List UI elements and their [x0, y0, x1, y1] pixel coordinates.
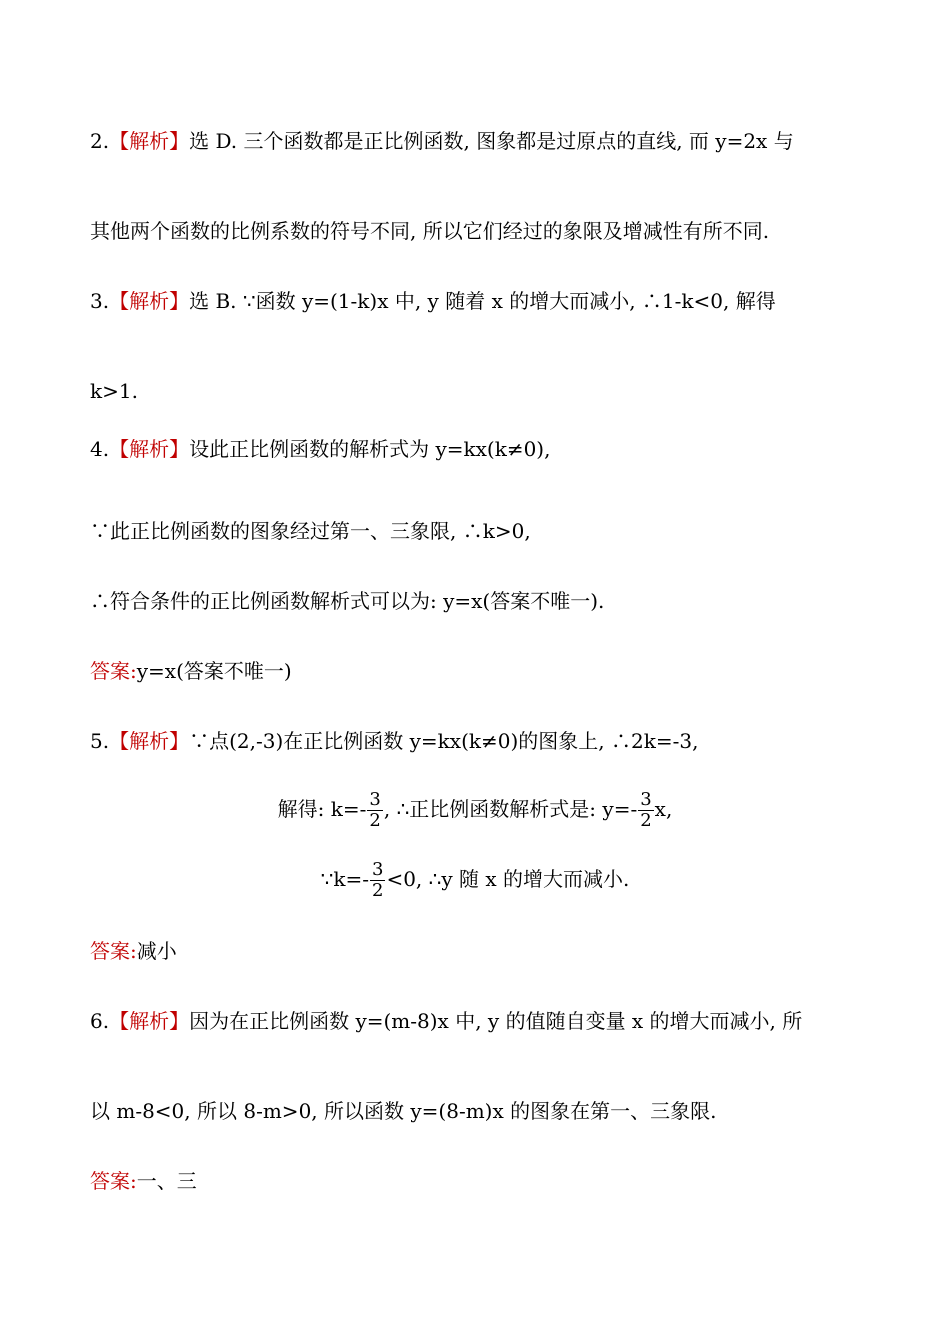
- q6-answer-label: 答案:: [90, 1169, 137, 1193]
- q5-answer: [90, 936, 858, 966]
- q5-line3: [0, 860, 950, 901]
- q4-line3: [90, 586, 858, 616]
- q2-text-2: 其他两个函数的比例系数的符号不同, 所以它们经过的象限及增减性有所不同.: [90, 219, 770, 243]
- q6-analysis-tag: 【解析】: [109, 1009, 190, 1033]
- q4-analysis-tag: 【解析】: [109, 437, 190, 461]
- q5-text-2a: 解得: k=-: [277, 797, 367, 821]
- q5-fraction-1-num: 3: [369, 789, 381, 810]
- q5-answer-value: 减小: [136, 939, 177, 963]
- q6-text-1: 因为在正比例函数 y=(m-8)x 中, y 的值随自变量 x 的增大而减小, 所: [189, 1009, 803, 1033]
- q2-text-1: 选 D. 三个函数都是正比例函数, 图象都是过原点的直线, 而 y=2x 与: [189, 129, 794, 153]
- q6-line2: [90, 1096, 858, 1126]
- q2-number: 2.: [90, 129, 110, 153]
- q4-answer: [90, 656, 858, 686]
- q5-fraction-3: [370, 860, 385, 901]
- q6-line1: [90, 1006, 858, 1036]
- q5-text-3a: ∵k=-: [320, 867, 369, 891]
- q4-answer-value: y=x(答案不唯一): [136, 659, 292, 683]
- q5-number: 5.: [90, 729, 110, 753]
- q3-line2: [90, 376, 858, 406]
- q4-line2: [90, 516, 858, 546]
- q5-analysis-tag: 【解析】: [109, 729, 190, 753]
- q3-text-1: 选 B. ∵函数 y=(1-k)x 中, y 随着 x 的增大而减小, ∴1-k<0, 解得: [189, 289, 776, 313]
- q4-line1: [90, 434, 858, 464]
- q5-text-2c: x,: [654, 797, 673, 821]
- q5-text-3b: <0, ∴y 随 x 的增大而减小.: [386, 867, 630, 891]
- q5-line1: [90, 726, 858, 756]
- q4-number: 4.: [90, 437, 110, 461]
- q5-answer-label: 答案:: [90, 939, 137, 963]
- q5-fraction-2-den: 2: [640, 810, 652, 831]
- q5-text-2b: , ∴正比例函数解析式是: y=-: [383, 797, 638, 821]
- q4-text-1: 设此正比例函数的解析式为 y=kx(k≠0),: [189, 437, 551, 461]
- q3-number: 3.: [90, 289, 110, 313]
- q5-fraction-2-num: 3: [640, 789, 652, 810]
- q3-line1: [90, 286, 858, 316]
- q5-line2: [0, 790, 950, 831]
- q2-line2: [90, 216, 858, 246]
- q3-analysis-tag: 【解析】: [109, 289, 190, 313]
- q2-analysis-tag: 【解析】: [109, 129, 190, 153]
- q3-text-2: k>1.: [90, 379, 138, 403]
- q5-fraction-2: [638, 790, 653, 831]
- q4-text-2: ∵此正比例函数的图象经过第一、三象限, ∴k>0,: [90, 519, 531, 543]
- q5-fraction-1: [367, 790, 382, 831]
- q5-fraction-3-num: 3: [371, 859, 384, 880]
- q6-answer: [90, 1166, 858, 1196]
- q6-text-2: 以 m-8<0, 所以 8-m>0, 所以函数 y=(8-m)x 的图象在第一、三象限.: [90, 1099, 717, 1123]
- q6-answer-value: 一、三: [136, 1169, 197, 1193]
- q5-text-1: ∵点(2,-3)在正比例函数 y=kx(k≠0)的图象上, ∴2k=-3,: [189, 729, 699, 753]
- q6-number: 6.: [90, 1009, 110, 1033]
- q2-line1: [90, 126, 858, 156]
- q4-answer-label: 答案:: [90, 659, 137, 683]
- q4-text-3: ∴符合条件的正比例函数解析式可以为: y=x(答案不唯一).: [90, 589, 605, 613]
- q5-fraction-1-den: 2: [369, 810, 381, 831]
- q5-fraction-3-den: 2: [371, 880, 384, 901]
